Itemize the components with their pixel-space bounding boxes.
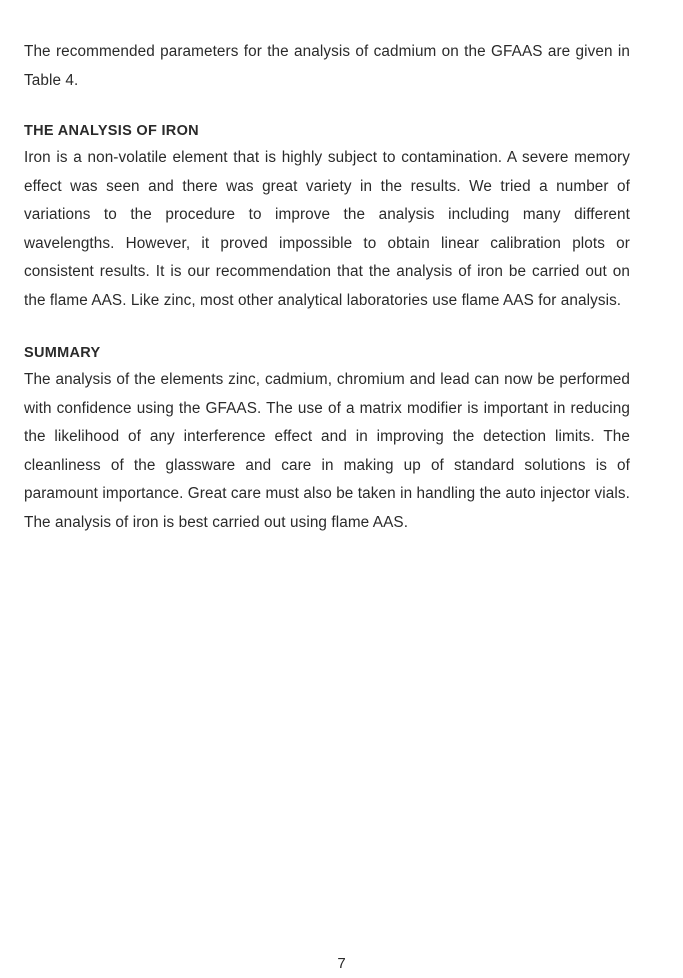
summary-section-paragraph: The analysis of the elements zinc, cadmium, chromium and lead can now be performed with confidence using the GFAAS. The use of a matrix modifier is important in reducing the likelihood of any interference effect and in improving the detection limits. The cleanliness of the glassware and care in making up of standard solutions is of paramount importance. Great care must also be taken in handling the auto injector vials. The analysis of iron is best carried out using flame AAS. bbox=[24, 371, 630, 531]
intro-paragraph: The recommended parameters for the analysis of cadmium on the GFAAS are given in Table 4. bbox=[24, 43, 630, 89]
iron-section-heading: THE ANALYSIS OF IRON bbox=[24, 123, 199, 139]
iron-section-paragraph: Iron is a non-volatile element that is highly subject to contamination. A severe memory effect was seen and there was great variety in the results. We tried a number of variations to the procedure to improve the analysis including many different wavelengths. However, it proved impossible to obtain linear calibration plots or consistent results. It is our recommendation that the analysis of iron be carried out on the flame AAS. Like zinc, most other analytical laboratories use flame AAS for analysis. bbox=[24, 149, 630, 309]
summary-section-heading: SUMMARY bbox=[24, 345, 101, 361]
page-number: 7 bbox=[337, 955, 346, 972]
